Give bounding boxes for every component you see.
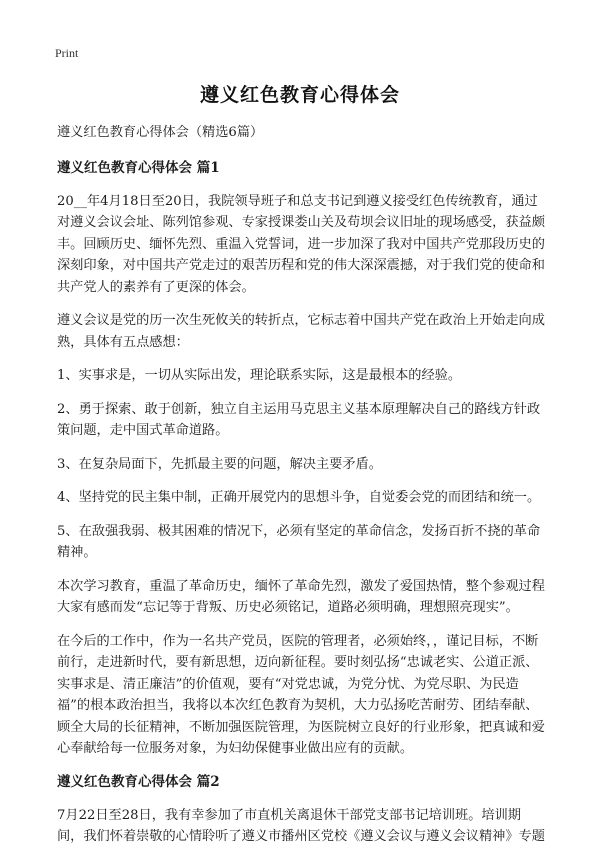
list-item: 4、坚持党的民主集中制，正确开展党内的思想斗争，自觉委会党的而团结和统一。: [57, 490, 541, 505]
paragraph: 7月22日至28日，我有幸参加了市直机关离退休干部党支部书记培训班。培训期间，我们怀着崇敬的心情聆听了遵义市播州区党校《遵义会议与遵义会议精神》专题: [57, 807, 545, 844]
document-subtitle: 遵义红色教育心得体会（精选6篇）: [57, 125, 264, 140]
list-item: 1、实事求是，一切从实际出发，理论联系实际，这是最根本的经验。: [57, 368, 462, 383]
list-item: 2、勇于探索、敢于创新，独立自主运用马克思主义基本原理解决自己的路线方针政策问题，走中国式革命道路。: [57, 401, 541, 438]
paragraph: 20__年4月18日至20日，我院领导班子和总支书记到遵义接受红色传统教育，通过对遵义会议会址、陈列馆参观、专家授课娄山关及苟坝会议旧址的现场感受，获益颇丰。回顾历史、缅怀先烈、重温入党誓词，进一步加深了我对中国共产党那段历史的深刻印象，对中国共产党走过的艰苦历程和党的伟大深深震撼，对于我们党的使命和共产党人的素养有了更深的体会。: [57, 193, 545, 295]
paragraph: 本次学习教育，重温了革命历史，缅怀了革命先烈，激发了爱国热情，整个参观过程大家有感而发“忘记等于背叛、历史必须铭记，道路必须明确，理想照亮现实”。: [57, 578, 545, 615]
paragraph: 在今后的工作中，作为一名共产党员，医院的管理者，必须始终，，谨记目标，不断前行，走进新时代，要有新思想，迈向新征程。要时刻弘扬“忠诚老实、公道正派、实事求是、清正廉洁”的价值观，要有“对党忠诚，为党分忧、为党尽职、为民造福”的根本政治担当，我将以本次红色教育为契机，大力弘扬吃苦耐劳、团结奉献、顾全大局的长征精神，不断加强医院管理，为医院树立良好的行业形象，把真诚和爱心奉献给每一位服务对象，为妇幼保健事业做出应有的贡献。: [57, 633, 545, 756]
paragraph: 遵义会议是党的历一次生死攸关的转折点，它标志着中国共产党在政治上开始走向成熟，具体有五点感想：: [57, 313, 545, 350]
document-title: 遵义红色教育心得体会: [199, 84, 400, 106]
section-heading: 遵义红色教育心得体会 篇2: [57, 773, 220, 790]
section-heading: 遵义红色教育心得体会 篇1: [57, 159, 220, 176]
document-body: [57, 122, 547, 860]
print-link[interactable]: Print: [55, 46, 79, 60]
list-item: 3、在复杂局面下，先抓最主要的问题，解决主要矛盾。: [57, 456, 382, 472]
list-item: 5、在敌强我弱、极其困难的情况下，必须有坚定的革命信念，发扬百折不挠的革命精神。: [57, 523, 541, 560]
